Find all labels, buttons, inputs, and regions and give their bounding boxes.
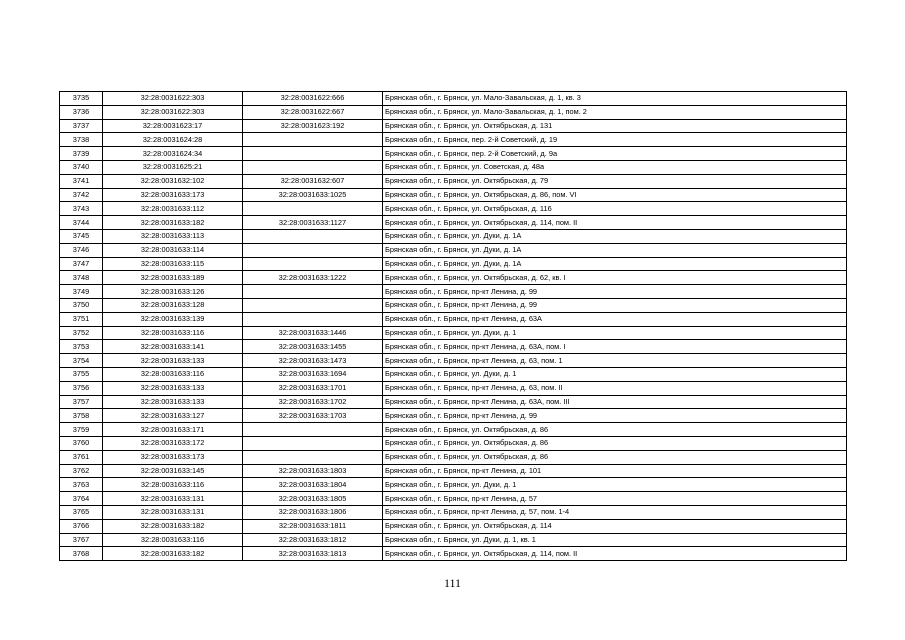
object-cadastral-number-cell: 32:28:0031633:1811 [243, 519, 383, 533]
table-row [60, 133, 847, 147]
cadastral-number-cell: 32:28:0031633:173 [103, 450, 243, 464]
cadastral-number-cell: 32:28:0031633:133 [103, 381, 243, 395]
row-number-cell: 3763 [60, 478, 103, 492]
cadastral-number-cell: 32:28:0031633:145 [103, 464, 243, 478]
row-number-cell: 3754 [60, 354, 103, 368]
object-cadastral-number-cell [243, 298, 383, 312]
cadastral-number-cell: 32:28:0031625:21 [103, 160, 243, 174]
object-cadastral-number-cell [243, 160, 383, 174]
address-cell: Брянская обл., г. Брянск, ул. Мало-Завальская, д. 1, кв. 3 [383, 92, 847, 106]
table-row [60, 92, 847, 106]
row-number-cell: 3758 [60, 409, 103, 423]
cadastral-number-cell: 32:28:0031633:171 [103, 423, 243, 437]
table-row [60, 340, 847, 354]
cadastral-number-cell: 32:28:0031633:116 [103, 533, 243, 547]
cadastral-number-cell: 32:28:0031633:116 [103, 326, 243, 340]
object-cadastral-number-cell [243, 285, 383, 299]
object-cadastral-number-cell: 32:28:0031633:1446 [243, 326, 383, 340]
row-number-cell: 3767 [60, 533, 103, 547]
object-cadastral-number-cell: 32:28:0031622:666 [243, 92, 383, 106]
table-row [60, 174, 847, 188]
object-cadastral-number-cell: 32:28:0031623:192 [243, 119, 383, 133]
object-cadastral-number-cell [243, 312, 383, 326]
table-row [60, 423, 847, 437]
address-cell: Брянская обл., г. Брянск, пр-кт Ленина, д. 63А, пом. III [383, 395, 847, 409]
table-row [60, 119, 847, 133]
row-number-cell: 3737 [60, 119, 103, 133]
table-row [60, 298, 847, 312]
object-cadastral-number-cell [243, 202, 383, 216]
row-number-cell: 3744 [60, 216, 103, 230]
address-cell: Брянская обл., г. Брянск, ул. Дуки, д. 1А [383, 229, 847, 243]
table-row [60, 381, 847, 395]
cadastral-number-cell: 32:28:0031633:115 [103, 257, 243, 271]
address-cell: Брянская обл., г. Брянск, пр-кт Ленина, д. 63А, пом. I [383, 340, 847, 354]
row-number-cell: 3760 [60, 436, 103, 450]
cadastral-number-cell: 32:28:0031633:172 [103, 436, 243, 450]
table-row [60, 464, 847, 478]
row-number-cell: 3741 [60, 174, 103, 188]
address-cell: Брянская обл., г. Брянск, ул. Октябрьская, д. 79 [383, 174, 847, 188]
table-row [60, 367, 847, 381]
address-cell: Брянская обл., г. Брянск, ул. Октябрьская, д. 114, пом. II [383, 547, 847, 561]
row-number-cell: 3752 [60, 326, 103, 340]
table-row [60, 547, 847, 561]
address-cell: Брянская обл., г. Брянск, ул. Дуки, д. 1, кв. 1 [383, 533, 847, 547]
object-cadastral-number-cell: 32:28:0031622:667 [243, 105, 383, 119]
address-cell: Брянская обл., г. Брянск, пр-кт Ленина, д. 63А [383, 312, 847, 326]
table-row [60, 188, 847, 202]
row-number-cell: 3756 [60, 381, 103, 395]
table-row [60, 257, 847, 271]
object-cadastral-number-cell: 32:28:0031633:1455 [243, 340, 383, 354]
row-number-cell: 3748 [60, 271, 103, 285]
address-cell: Брянская обл., г. Брянск, ул. Октябрьская, д. 116 [383, 202, 847, 216]
row-number-cell: 3751 [60, 312, 103, 326]
address-cell: Брянская обл., г. Брянск, ул. Октябрьская, д. 86 [383, 450, 847, 464]
cadastral-number-cell: 32:28:0031622:303 [103, 105, 243, 119]
cadastral-number-cell: 32:28:0031633:133 [103, 395, 243, 409]
object-cadastral-number-cell [243, 436, 383, 450]
address-cell: Брянская обл., г. Брянск, пр-кт Ленина, д. 57 [383, 492, 847, 506]
table-row [60, 147, 847, 161]
table-row [60, 271, 847, 285]
address-cell: Брянская обл., г. Брянск, пер. 2-й Советский, д. 19 [383, 133, 847, 147]
row-number-cell: 3739 [60, 147, 103, 161]
object-cadastral-number-cell [243, 243, 383, 257]
table-row [60, 354, 847, 368]
row-number-cell: 3757 [60, 395, 103, 409]
table-row [60, 105, 847, 119]
row-number-cell: 3765 [60, 505, 103, 519]
cadastral-number-cell: 32:28:0031624:28 [103, 133, 243, 147]
address-cell: Брянская обл., г. Брянск, пр-кт Ленина, д. 63, пом. 1 [383, 354, 847, 368]
address-cell: Брянская обл., г. Брянск, ул. Дуки, д. 1 [383, 326, 847, 340]
cadastral-number-cell: 32:28:0031633:112 [103, 202, 243, 216]
address-cell: Брянская обл., г. Брянск, ул. Октябрьская, д. 62, кв. I [383, 271, 847, 285]
row-number-cell: 3749 [60, 285, 103, 299]
cadastral-number-cell: 32:28:0031632:102 [103, 174, 243, 188]
object-cadastral-number-cell [243, 147, 383, 161]
object-cadastral-number-cell [243, 229, 383, 243]
table-row [60, 243, 847, 257]
table-row [60, 229, 847, 243]
row-number-cell: 3753 [60, 340, 103, 354]
cadastral-number-cell: 32:28:0031623:17 [103, 119, 243, 133]
address-cell: Брянская обл., г. Брянск, ул. Октябрьская, д. 114 [383, 519, 847, 533]
row-number-cell: 3743 [60, 202, 103, 216]
address-cell: Брянская обл., г. Брянск, пр-кт Ленина, д. 101 [383, 464, 847, 478]
object-cadastral-number-cell: 32:28:0031633:1025 [243, 188, 383, 202]
object-cadastral-number-cell [243, 257, 383, 271]
table-row [60, 519, 847, 533]
table-row [60, 395, 847, 409]
object-cadastral-number-cell [243, 133, 383, 147]
address-cell: Брянская обл., г. Брянск, ул. Октябрьская, д. 114, пом. II [383, 216, 847, 230]
table-row [60, 436, 847, 450]
address-cell: Брянская обл., г. Брянск, пер. 2-й Советский, д. 9а [383, 147, 847, 161]
table-row [60, 160, 847, 174]
row-number-cell: 3764 [60, 492, 103, 506]
cadastral-number-cell: 32:28:0031633:173 [103, 188, 243, 202]
row-number-cell: 3740 [60, 160, 103, 174]
table-row [60, 409, 847, 423]
cadastral-number-cell: 32:28:0031633:141 [103, 340, 243, 354]
row-number-cell: 3755 [60, 367, 103, 381]
cadastral-number-cell: 32:28:0031633:182 [103, 216, 243, 230]
address-cell: Брянская обл., г. Брянск, пр-кт Ленина, д. 99 [383, 298, 847, 312]
address-cell: Брянская обл., г. Брянск, пр-кт Ленина, д. 57, пом. 1-4 [383, 505, 847, 519]
object-cadastral-number-cell: 32:28:0031633:1222 [243, 271, 383, 285]
table-row [60, 216, 847, 230]
address-cell: Брянская обл., г. Брянск, ул. Дуки, д. 1 [383, 367, 847, 381]
row-number-cell: 3766 [60, 519, 103, 533]
object-cadastral-number-cell: 32:28:0031633:1702 [243, 395, 383, 409]
address-cell: Брянская обл., г. Брянск, ул. Мало-Завальская, д. 1, пом. 2 [383, 105, 847, 119]
table-row [60, 202, 847, 216]
cadastral-number-cell: 32:28:0031633:116 [103, 367, 243, 381]
cadastral-number-cell: 32:28:0031633:116 [103, 478, 243, 492]
object-cadastral-number-cell: 32:28:0031633:1806 [243, 505, 383, 519]
cadastral-number-cell: 32:28:0031633:133 [103, 354, 243, 368]
address-cell: Брянская обл., г. Брянск, ул. Октябрьская, д. 131 [383, 119, 847, 133]
object-cadastral-number-cell: 32:28:0031633:1813 [243, 547, 383, 561]
row-number-cell: 3742 [60, 188, 103, 202]
address-cell: Брянская обл., г. Брянск, ул. Октябрьская, д. 86 [383, 436, 847, 450]
address-cell: Брянская обл., г. Брянск, ул. Октябрьская, д. 86 [383, 423, 847, 437]
table-row [60, 285, 847, 299]
cadastral-number-cell: 32:28:0031633:114 [103, 243, 243, 257]
address-cell: Брянская обл., г. Брянск, пр-кт Ленина, д. 99 [383, 409, 847, 423]
cadastral-number-cell: 32:28:0031633:113 [103, 229, 243, 243]
cadastral-number-cell: 32:28:0031633:127 [103, 409, 243, 423]
row-number-cell: 3761 [60, 450, 103, 464]
object-cadastral-number-cell: 32:28:0031633:1804 [243, 478, 383, 492]
address-cell: Брянская обл., г. Брянск, ул. Дуки, д. 1 [383, 478, 847, 492]
cadastral-number-cell: 32:28:0031633:131 [103, 505, 243, 519]
object-cadastral-number-cell: 32:28:0031632:607 [243, 174, 383, 188]
table-row [60, 505, 847, 519]
row-number-cell: 3768 [60, 547, 103, 561]
cadastral-number-cell: 32:28:0031633:126 [103, 285, 243, 299]
row-number-cell: 3745 [60, 229, 103, 243]
cadastral-number-cell: 32:28:0031633:131 [103, 492, 243, 506]
registry-table-body [60, 92, 847, 561]
row-number-cell: 3762 [60, 464, 103, 478]
row-number-cell: 3735 [60, 92, 103, 106]
table-row [60, 533, 847, 547]
address-cell: Брянская обл., г. Брянск, ул. Дуки, д. 1А [383, 257, 847, 271]
object-cadastral-number-cell: 32:28:0031633:1701 [243, 381, 383, 395]
address-cell: Брянская обл., г. Брянск, пр-кт Ленина, д. 63, пом. II [383, 381, 847, 395]
address-cell: Брянская обл., г. Брянск, ул. Дуки, д. 1А [383, 243, 847, 257]
object-cadastral-number-cell: 32:28:0031633:1812 [243, 533, 383, 547]
object-cadastral-number-cell [243, 450, 383, 464]
registry-table [59, 91, 847, 561]
object-cadastral-number-cell: 32:28:0031633:1127 [243, 216, 383, 230]
object-cadastral-number-cell [243, 423, 383, 437]
table-row [60, 478, 847, 492]
object-cadastral-number-cell: 32:28:0031633:1805 [243, 492, 383, 506]
table-row [60, 326, 847, 340]
cadastral-number-cell: 32:28:0031633:182 [103, 519, 243, 533]
address-cell: Брянская обл., г. Брянск, ул. Советская, д. 48а [383, 160, 847, 174]
address-cell: Брянская обл., г. Брянск, ул. Октябрьская, д. 86, пом. VI [383, 188, 847, 202]
row-number-cell: 3738 [60, 133, 103, 147]
cadastral-number-cell: 32:28:0031633:139 [103, 312, 243, 326]
cadastral-number-cell: 32:28:0031624:34 [103, 147, 243, 161]
cadastral-number-cell: 32:28:0031633:182 [103, 547, 243, 561]
table-row [60, 312, 847, 326]
row-number-cell: 3759 [60, 423, 103, 437]
object-cadastral-number-cell: 32:28:0031633:1694 [243, 367, 383, 381]
object-cadastral-number-cell: 32:28:0031633:1703 [243, 409, 383, 423]
address-cell: Брянская обл., г. Брянск, пр-кт Ленина, д. 99 [383, 285, 847, 299]
object-cadastral-number-cell: 32:28:0031633:1803 [243, 464, 383, 478]
table-row [60, 450, 847, 464]
table-row [60, 492, 847, 506]
cadastral-number-cell: 32:28:0031622:303 [103, 92, 243, 106]
row-number-cell: 3750 [60, 298, 103, 312]
cadastral-number-cell: 32:28:0031633:189 [103, 271, 243, 285]
cadastral-number-cell: 32:28:0031633:128 [103, 298, 243, 312]
row-number-cell: 3746 [60, 243, 103, 257]
object-cadastral-number-cell: 32:28:0031633:1473 [243, 354, 383, 368]
row-number-cell: 3747 [60, 257, 103, 271]
page-number: 111 [443, 576, 462, 590]
row-number-cell: 3736 [60, 105, 103, 119]
